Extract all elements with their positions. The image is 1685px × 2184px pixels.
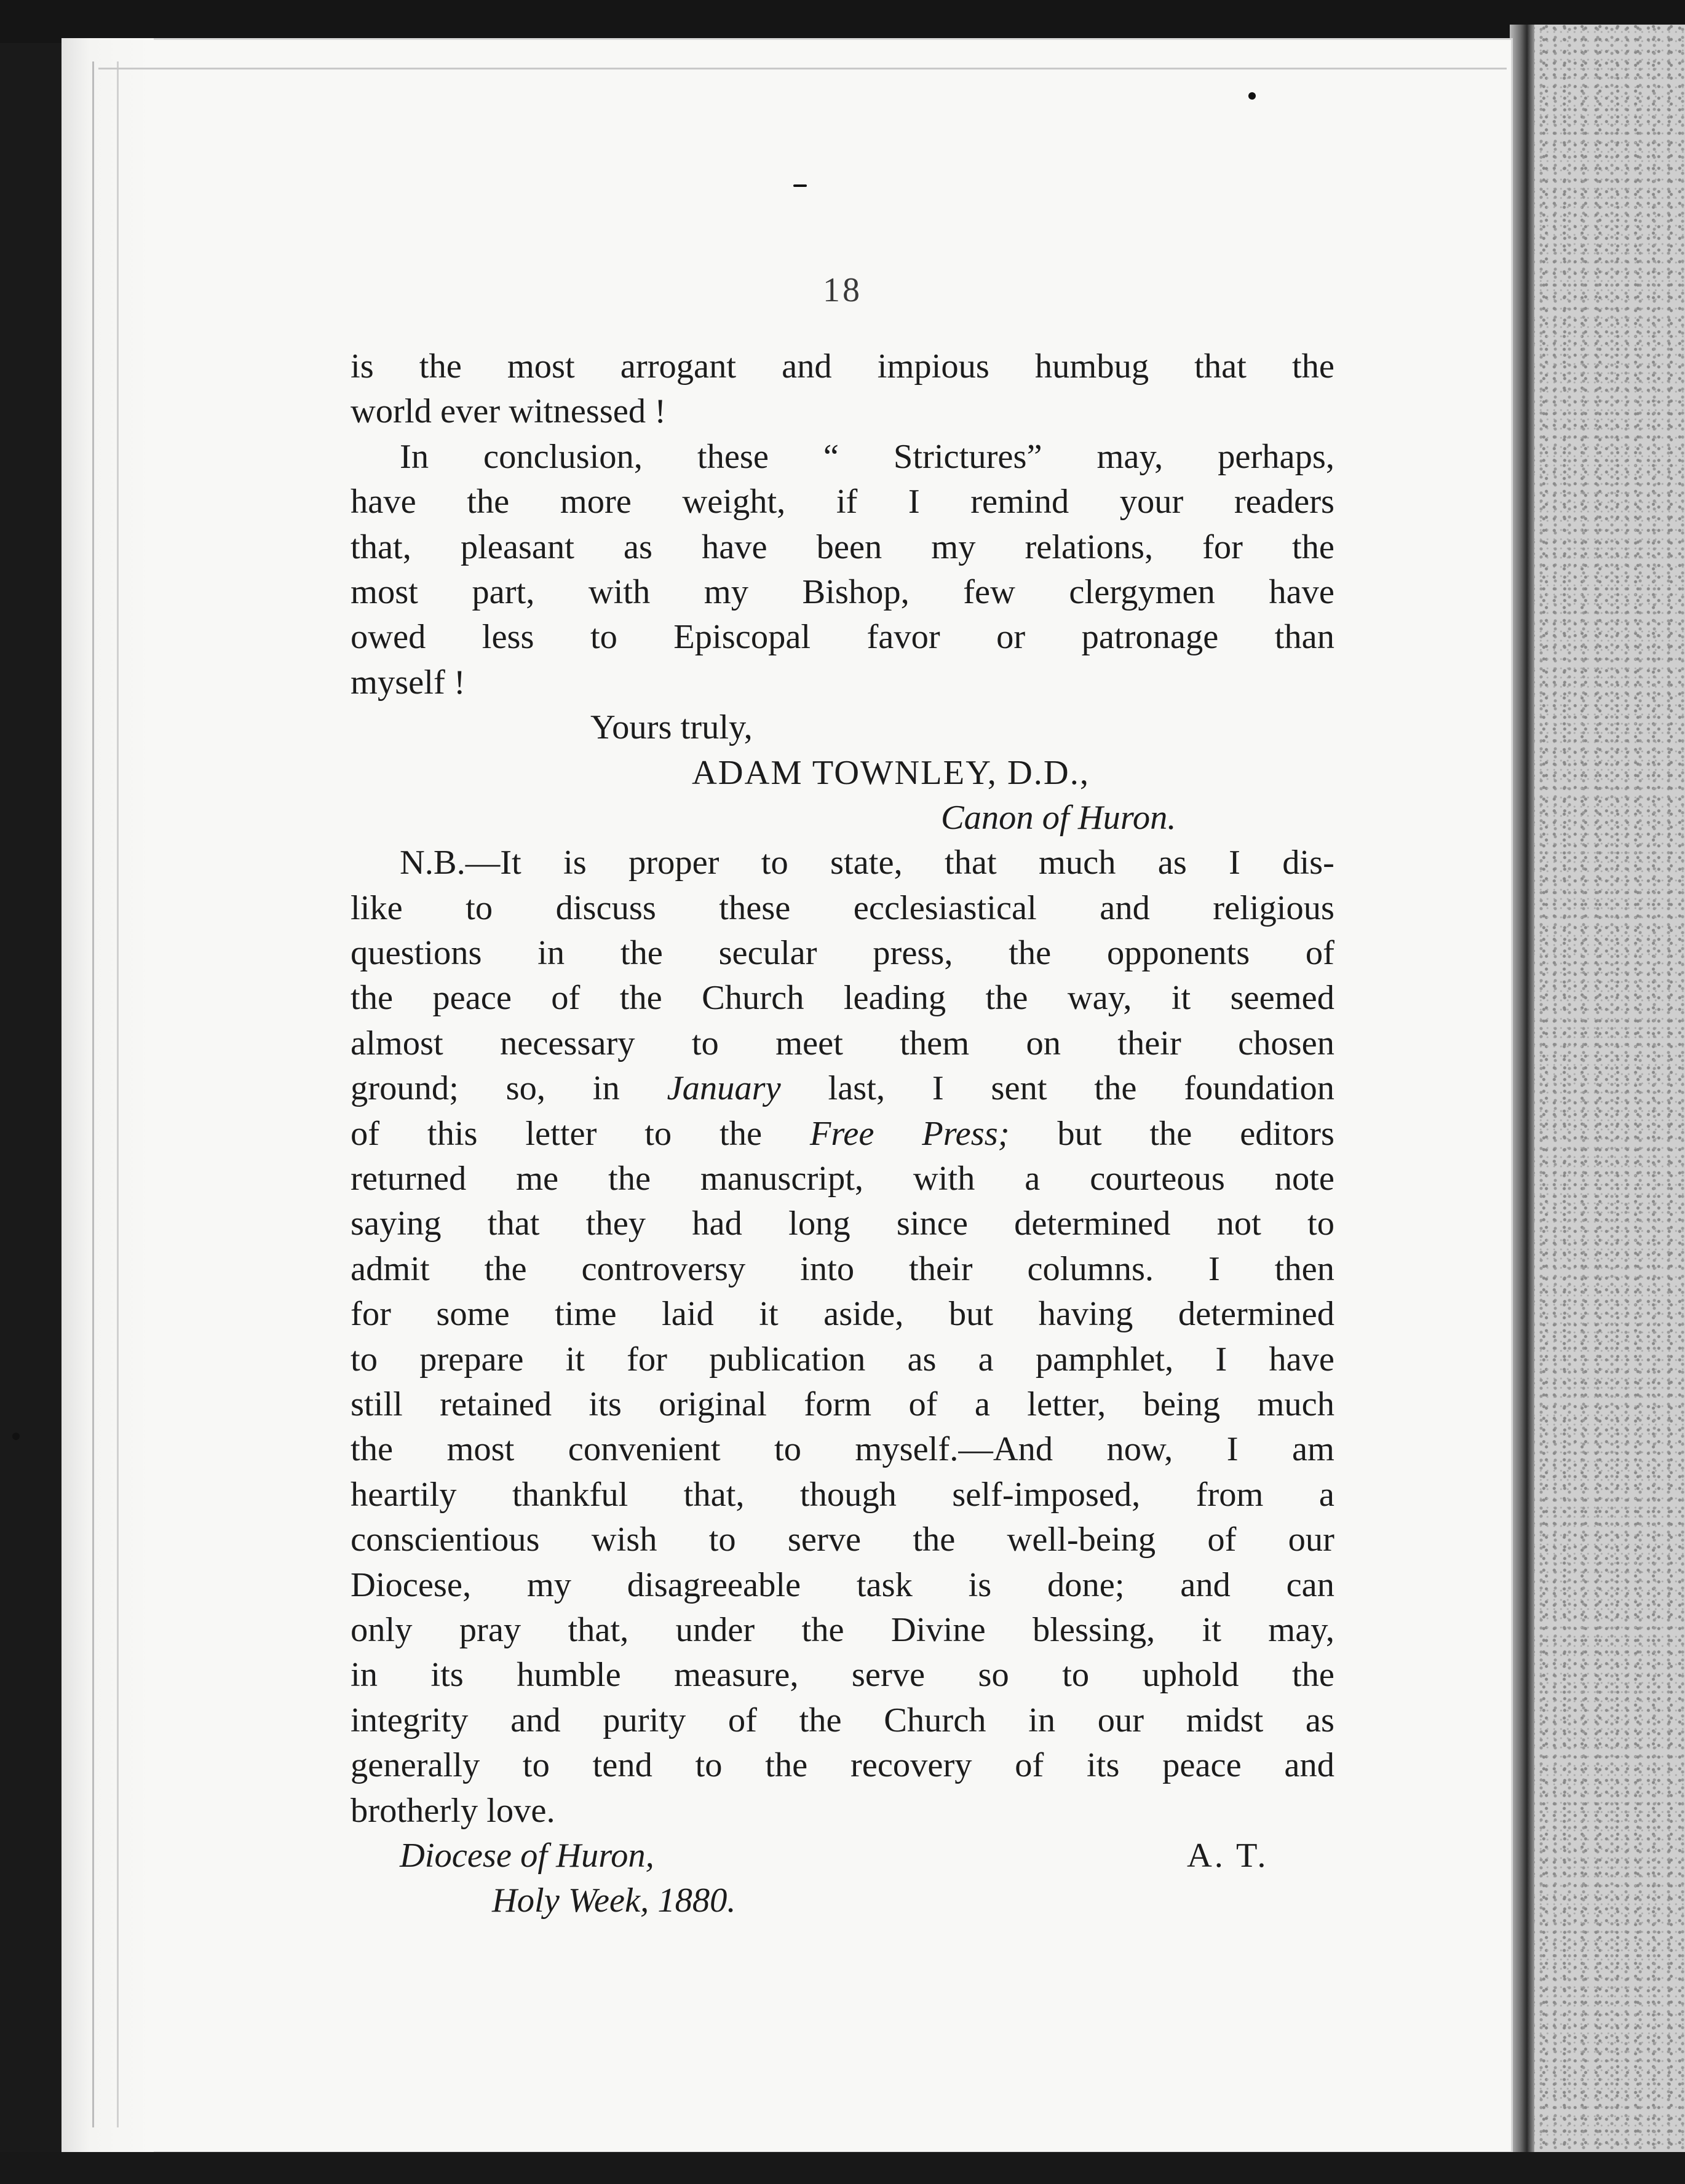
text-line: still retained its original form of a letter, being much: [351, 1385, 1334, 1423]
salutation: Yours truly,: [590, 708, 753, 747]
text-line: most part, with my Bishop, few clergymen have: [351, 572, 1334, 611]
text-line: world ever witnessed !: [351, 392, 667, 431]
text-line: N.B.—It is proper to state, that much as I dis-: [400, 844, 1334, 882]
text-line: owed less to Episcopal favor or patronage than: [351, 618, 1334, 657]
text-line: in its humble measure, serve so to uphold the: [351, 1656, 1334, 1695]
scan-border-bottom: [0, 2152, 1685, 2184]
closing-block: [351, 705, 1334, 841]
page-top-line: [98, 68, 1507, 69]
text-line: conscientious wish to serve the well-being of our: [351, 1521, 1334, 1559]
text-fragment: of this letter to the: [351, 1114, 810, 1153]
scan-speck: [12, 1433, 20, 1440]
text-line: for some time laid it aside, but having determined: [351, 1295, 1334, 1334]
nb-paragraph: [351, 841, 1334, 1834]
text-line: is the most arrogant and impious humbug that the: [351, 347, 1334, 386]
signoff-date: Holy Week, 1880.: [492, 1881, 736, 1920]
text-line: have the more weight, if I remind your readers: [351, 483, 1334, 521]
page-edge-left: [61, 38, 154, 2153]
text-line: myself !: [351, 663, 466, 702]
text-line: like to discuss these ecclesiastical and religious: [351, 888, 1334, 927]
text-line: almost necessary to meet them on their chosen: [351, 1024, 1334, 1062]
text-line: generally to tend to the recovery of its peace and: [351, 1746, 1334, 1785]
text-line: the peace of the Church leading the way, it seemed: [351, 979, 1334, 1018]
scan-border-top: [0, 0, 1685, 43]
text-line: In conclusion, these “ Strictures” may, perhaps,: [400, 437, 1334, 476]
text-fragment: but the editors: [1009, 1114, 1334, 1153]
text-line: Diocese, my disagreeable task is done; and can: [351, 1565, 1334, 1604]
text-fragment: ground; so, in: [351, 1069, 667, 1108]
signoff-initials: A. T.: [1187, 1836, 1269, 1875]
text-line: questions in the secular press, the opponents of: [351, 934, 1334, 973]
text-line: the most convenient to myself.—And now, I am: [351, 1430, 1334, 1469]
text-line: [351, 1112, 1334, 1157]
text-line: that, pleasant as have been my relations, for the: [351, 528, 1334, 566]
page-number: 18: [823, 271, 862, 309]
letter-text: [351, 344, 1334, 1924]
page-edge-line: [92, 61, 94, 2127]
text-line: [351, 1066, 1334, 1111]
author-title: Canon of Huron.: [941, 798, 1176, 837]
text-line: to prepare it for publication as a pamphlet, I have: [351, 1340, 1334, 1379]
scan-speck: [793, 184, 807, 187]
signoff-block: [351, 1834, 1334, 1924]
book-spine-shadow: [1510, 25, 1534, 2158]
adjacent-page: [1531, 25, 1685, 2158]
text-line: admit the controversy into their columns. I then: [351, 1249, 1334, 1288]
text-line: only pray that, under the Divine blessing, it may,: [351, 1610, 1334, 1649]
signoff-place: Diocese of Huron,: [400, 1836, 654, 1875]
scan-speck: [1248, 92, 1256, 100]
author-name: ADAM TOWNLEY, D.D.,: [692, 753, 1090, 792]
text-line: saying that they had long since determined not to: [351, 1205, 1334, 1243]
italic-text: January: [667, 1069, 781, 1108]
text-line: returned me the manuscript, with a courteous note: [351, 1160, 1334, 1198]
italic-text: Free Press;: [809, 1114, 1010, 1153]
page-edge-line: [117, 61, 119, 2127]
closing-paragraph: [351, 344, 1334, 705]
text-line: heartily thankful that, though self-imposed, from a: [351, 1475, 1334, 1514]
text-line: brotherly love.: [351, 1791, 555, 1830]
text-line: integrity and purity of the Church in our midst as: [351, 1701, 1334, 1739]
text-fragment: last, I sent the foundation: [780, 1069, 1334, 1108]
